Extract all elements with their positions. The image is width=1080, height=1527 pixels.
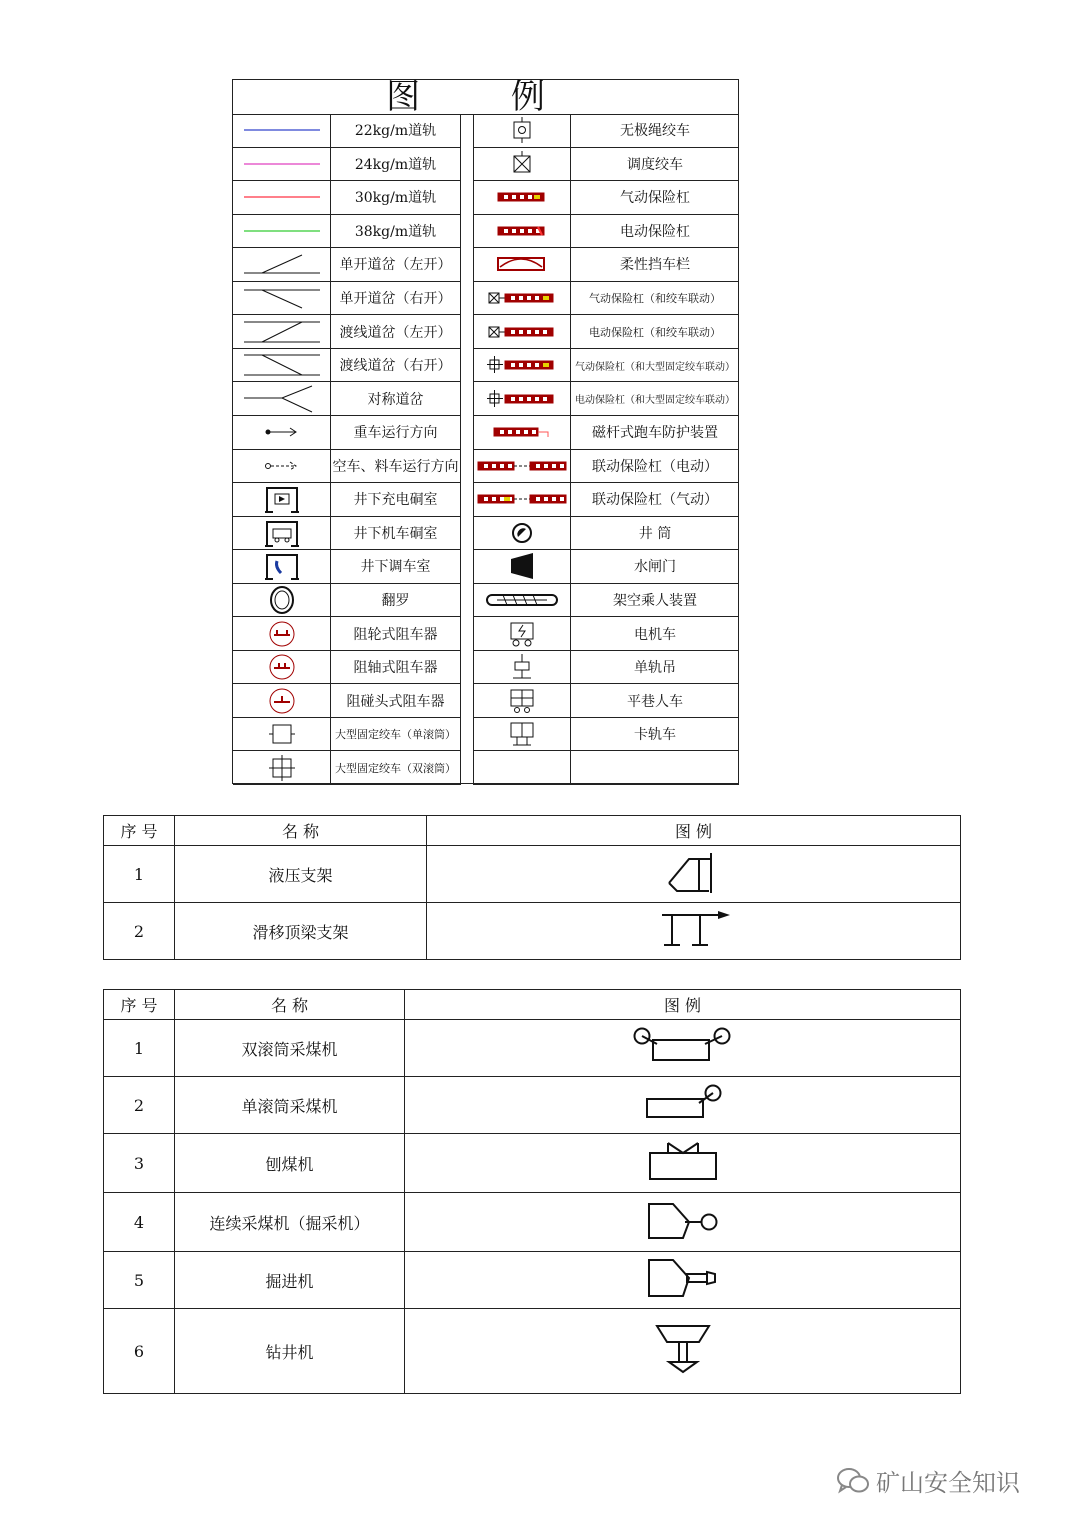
legend-label: 38kg/m道轨: [331, 215, 461, 249]
row-name: 单滚筒采煤机: [175, 1077, 405, 1134]
legend-label: 电动保险杠（和大型固定绞车联动）: [571, 382, 739, 416]
table-row: [104, 1193, 961, 1252]
legend-label: 井 筒: [571, 517, 739, 551]
row-number: 2: [104, 1077, 175, 1134]
flexible-barrier-icon: [473, 248, 571, 282]
legend-row: [233, 617, 738, 651]
endless-rope-winch-icon: [473, 114, 571, 148]
electric-locomotive-icon: [473, 617, 571, 651]
legend-label: 卡轨车: [571, 718, 739, 752]
water-gate-icon: [473, 550, 571, 584]
monorail-icon: [473, 651, 571, 685]
legend-title: 图 例: [233, 80, 738, 115]
legend-label: 联动保险杠（电动）: [571, 450, 739, 484]
dispatch-winch-icon: [473, 148, 571, 182]
legend-row: [233, 751, 738, 785]
bumper-stopper-icon: [233, 684, 331, 718]
axle-stopper-icon: [233, 651, 331, 685]
pneumatic-bumper-icon: [473, 181, 571, 215]
legend-label: 对称道岔: [331, 382, 461, 416]
single-switch-right-icon: [233, 282, 331, 316]
legend-table: [232, 79, 739, 784]
legend-label: 气动保险杠（和大型固定绞车联动）: [571, 349, 739, 383]
legend-row: [233, 215, 738, 249]
legend-label: 单轨吊: [571, 651, 739, 685]
rail-car-icon: [473, 718, 571, 752]
legend-label: 30kg/m道轨: [331, 181, 461, 215]
magnetic-runaway-guard-icon: [473, 416, 571, 450]
legend-row: [233, 181, 738, 215]
legend-label: 气动保险杠: [571, 181, 739, 215]
legend-label: 阻碰头式阻车器: [331, 684, 461, 718]
row-name: 双滚筒采煤机: [175, 1020, 405, 1077]
col-header-legend: 图 例: [405, 990, 961, 1020]
watermark: [836, 1463, 1020, 1498]
table-row: [104, 903, 961, 960]
row-name: 滑移顶梁支架: [175, 903, 427, 960]
crossover-right-icon: [233, 349, 331, 383]
linked-bumper-pneumatic-icon: [473, 483, 571, 517]
legend-label: 无极绳绞车: [571, 114, 739, 148]
legend-row: [233, 382, 738, 416]
mining-machine-table: [103, 989, 961, 1394]
row-number: 2: [104, 903, 175, 960]
linked-bumper-electric-icon: [473, 450, 571, 484]
blue-line: [233, 114, 331, 148]
support-table: [103, 815, 961, 960]
row-number: 1: [104, 846, 175, 903]
red-line: [233, 181, 331, 215]
table-row: [104, 1020, 961, 1077]
legend-label: 大型固定绞车（双滚筒）: [331, 751, 461, 785]
table-row: [104, 846, 961, 903]
legend-label: 联动保险杠（气动）: [571, 483, 739, 517]
legend-label: 单开道岔（右开）: [331, 282, 461, 316]
legend-label: 渡线道岔（右开）: [331, 349, 461, 383]
electric-bumper-large-winch-icon: [473, 382, 571, 416]
table-row: [104, 1309, 961, 1394]
row-number: 4: [104, 1193, 175, 1252]
legend-label: 磁杆式跑车防护装置: [571, 416, 739, 450]
continuous-miner-icon: [405, 1193, 961, 1252]
shaft-icon: [473, 517, 571, 551]
wheel-stopper-icon: [233, 617, 331, 651]
roadheader-icon: [405, 1252, 961, 1309]
solid-arrow-icon: [233, 416, 331, 450]
legend-symbol-empty: [473, 751, 571, 785]
green-line: [233, 215, 331, 249]
crossover-left-icon: [233, 315, 331, 349]
legend-row: [233, 483, 738, 517]
man-car-icon: [473, 684, 571, 718]
legend-label: 翻罗: [331, 584, 461, 618]
table-row: [104, 1077, 961, 1134]
legend-row: [233, 315, 738, 349]
tipper-icon: [233, 584, 331, 618]
legend-label: 22kg/m道轨: [331, 114, 461, 148]
wechat-icon: [836, 1467, 870, 1495]
legend-label: 24kg/m道轨: [331, 148, 461, 182]
row-number: 5: [104, 1252, 175, 1309]
double-drum-winch-icon: [233, 751, 331, 785]
legend-row: [233, 550, 738, 584]
overhead-rider-icon: [473, 584, 571, 618]
row-number: 3: [104, 1134, 175, 1193]
legend-label: 阻轮式阻车器: [331, 617, 461, 651]
legend-label: 井下调车室: [331, 550, 461, 584]
legend-label: 调度绞车: [571, 148, 739, 182]
legend-label: 气动保险杠（和绞车联动）: [571, 282, 739, 316]
legend-row: [233, 148, 738, 182]
single-drum-winch-icon: [233, 718, 331, 752]
legend-label: 柔性挡车栏: [571, 248, 739, 282]
legend-label: 电动保险杠: [571, 215, 739, 249]
drilling-rig-icon: [405, 1309, 961, 1394]
legend-label: 空车、料车运行方向: [331, 450, 461, 484]
legend-label: 渡线道岔（左开）: [331, 315, 461, 349]
single-drum-shearer-icon: [405, 1077, 961, 1134]
legend-label: 平巷人车: [571, 684, 739, 718]
legend-row: [233, 349, 738, 383]
symmetric-switch-icon: [233, 382, 331, 416]
legend-row: [233, 416, 738, 450]
table-row: [104, 1252, 961, 1309]
row-name: 液压支架: [175, 846, 427, 903]
hydraulic-support-icon: [427, 846, 961, 903]
magenta-line: [233, 148, 331, 182]
plough-icon: [405, 1134, 961, 1193]
row-name: 掘进机: [175, 1252, 405, 1309]
double-drum-shearer-icon: [405, 1020, 961, 1077]
legend-row: [233, 651, 738, 685]
legend-label: 架空乘人装置: [571, 584, 739, 618]
row-number: 6: [104, 1309, 175, 1394]
dashed-arrow-icon: [233, 450, 331, 484]
dispatch-room-icon: [233, 550, 331, 584]
legend-label: 水闸门: [571, 550, 739, 584]
pneumatic-bumper-large-winch-icon: [473, 349, 571, 383]
legend-label: 阻轴式阻车器: [331, 651, 461, 685]
watermark-text: 矿山安全知识: [876, 1469, 1020, 1497]
electric-bumper-winch-icon: [473, 315, 571, 349]
legend-row: [233, 584, 738, 618]
row-name: 刨煤机: [175, 1134, 405, 1193]
single-switch-left-icon: [233, 248, 331, 282]
col-header-legend: 图 例: [427, 816, 961, 846]
table-row: [104, 1134, 961, 1193]
row-number: 1: [104, 1020, 175, 1077]
charging-chamber-icon: [233, 483, 331, 517]
legend-row: [233, 282, 738, 316]
row-name: 钻井机: [175, 1309, 405, 1394]
legend-label: 大型固定绞车（单滚筒）: [331, 718, 461, 752]
col-header-no: 序 号: [104, 990, 175, 1020]
legend-label: [571, 751, 739, 785]
legend-label: 井下充电硐室: [331, 483, 461, 517]
legend-label: 电动保险杠（和绞车联动）: [571, 315, 739, 349]
legend-label: 重车运行方向: [331, 416, 461, 450]
sliding-beam-support-icon: [427, 903, 961, 960]
legend-row: [233, 450, 738, 484]
col-header-no: 序 号: [104, 816, 175, 846]
locomotive-chamber-icon: [233, 517, 331, 551]
row-name: 连续采煤机（掘采机）: [175, 1193, 405, 1252]
legend-row: [233, 684, 738, 718]
electric-bumper-icon: [473, 215, 571, 249]
legend-row: [233, 248, 738, 282]
legend-row: [233, 718, 738, 752]
pneumatic-bumper-winch-icon: [473, 282, 571, 316]
legend-row: [233, 114, 738, 148]
col-header-name: 名 称: [175, 816, 427, 846]
legend-row: [233, 517, 738, 551]
legend-label: 电机车: [571, 617, 739, 651]
col-header-name: 名 称: [175, 990, 405, 1020]
legend-label: 单开道岔（左开）: [331, 248, 461, 282]
legend-label: 井下机车硐室: [331, 517, 461, 551]
